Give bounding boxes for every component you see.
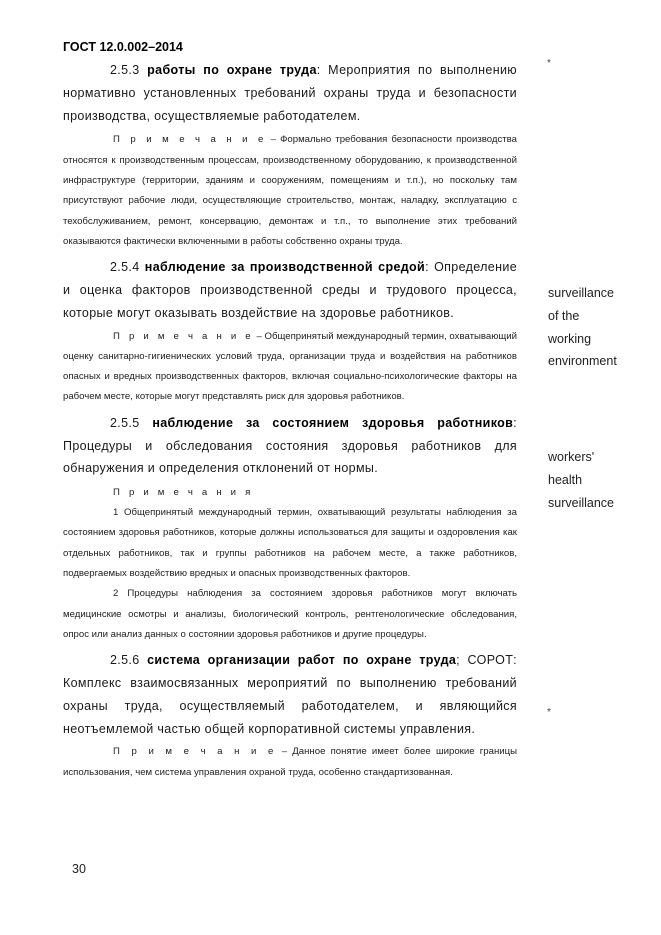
note-text: – Формально требования безопасности производства относятся к производственным процессам, производственному оборудованию, к производственной инфраструктуре (территории, зданиям и сооружениям, помещениям и т.п.), но поскольку там присутствуют рабочие люди, осуществляющие строительство, монтаж, наладку, эксплуатацию с техобслуживанием, ремонт, консервацию, демонтаж и т.п., то выполнение этих требований оказываются фактически включенными в работы собственно охраны труда. [63,134,517,247]
entry-number: 2.5.3 [110,63,140,77]
note-text: – Общепринятый международный термин, охватывающий оценку санитарно-гигиенических условий труда, организации труда и воздействия на работников опасных и вредных производственных факторов, включая социально-психологические факторы на рабочем месте, которые могут представлять риск для здоровья работников. [63,330,517,403]
entry-definition: : Процедуры и обследования состояния здоровья работников для обнаружения и определения отклонений от нормы. [63,415,517,476]
english-term-line: workers' [548,450,595,464]
english-term-line: surveillance [548,286,615,300]
entry-term: система организации работ по охране труда [147,653,457,668]
asterisk-mark-2-5-3: * [547,58,551,69]
entry-term: наблюдение за состоянием здоровья работников [152,415,514,430]
note-2-2-5-5: 2 Процедуры наблюдения за состоянием здоровья работников могут включать медицинские осмотры и анализы, биологический контроль, рентгенологические обследования, опрос или анализ данных о состоянии здоровья работников и другие процедуры. [63,588,517,640]
entry-definition: : Определение и оценка факторов производственной среды и трудового процесса, которые могут оказывать воздействие на здоровье работников. [63,260,517,320]
entry-2-5-5 [63,412,517,480]
document-header: ГОСТ 12.0.002–2014 [63,40,183,54]
note-label: П р и м е ч а н и е [113,134,267,146]
entry-number: 2.5.5 [110,415,140,430]
note-1-2-5-5: 1 Общепринятый международный термин, охватывающий результаты наблюдения за состоянием здоровья работников, которые должны использоваться для защиты и оздоровления как отдельных работников, так и группы работников на рабочем месте, а также работников, подвергаемых воздействию вредных и опасных производственных факторов. [63,507,517,580]
note-label: П р и м е ч а н и е [113,746,277,758]
note-2-5-6 [63,742,517,783]
note-2-5-3 [63,130,517,252]
english-term-2-5-5 [548,446,658,514]
entry-definition: ; СОРОТ: Комплекс взаимосвязанных мероприятий по выполнению требований охраны труда, осуществляемый работодателем, и являющийся неотъемлемой частью общей корпоративной системы управления. [63,653,517,736]
english-term-2-5-4 [548,282,658,373]
english-term-line: environment [548,354,617,369]
entry-number: 2.5.4 [110,260,140,275]
main-text-column [63,59,517,783]
note-text: – Данное понятие имеет более широкие границы использования, чем система управления охраной труда, особенно стандартизованная. [63,746,517,778]
english-term-line: of the [548,308,580,323]
entry-2-5-6 [63,649,517,740]
entry-definition: : Мероприятия по выполнению нормативно установленных требований охраны труда и безопасности производства, осуществляемые работодателем. [63,63,517,123]
entry-number: 2.5.6 [110,653,140,668]
asterisk-mark-2-5-6: * [547,707,551,718]
english-term-line: working [548,331,592,346]
english-term-line: surveillance [548,495,615,510]
notes-heading-2-5-5: П р и м е ч а н и я [113,487,254,499]
page-number: 30 [72,862,86,876]
note-label: П р и м е ч а н и е [113,330,254,342]
entry-2-5-3 [63,59,517,127]
entry-2-5-4 [63,256,517,324]
english-term-line: health [548,472,583,487]
entry-term: наблюдение за производственной средой [144,260,426,275]
entry-term: работы по охране труда [147,63,317,77]
note-2-5-4 [63,327,517,408]
